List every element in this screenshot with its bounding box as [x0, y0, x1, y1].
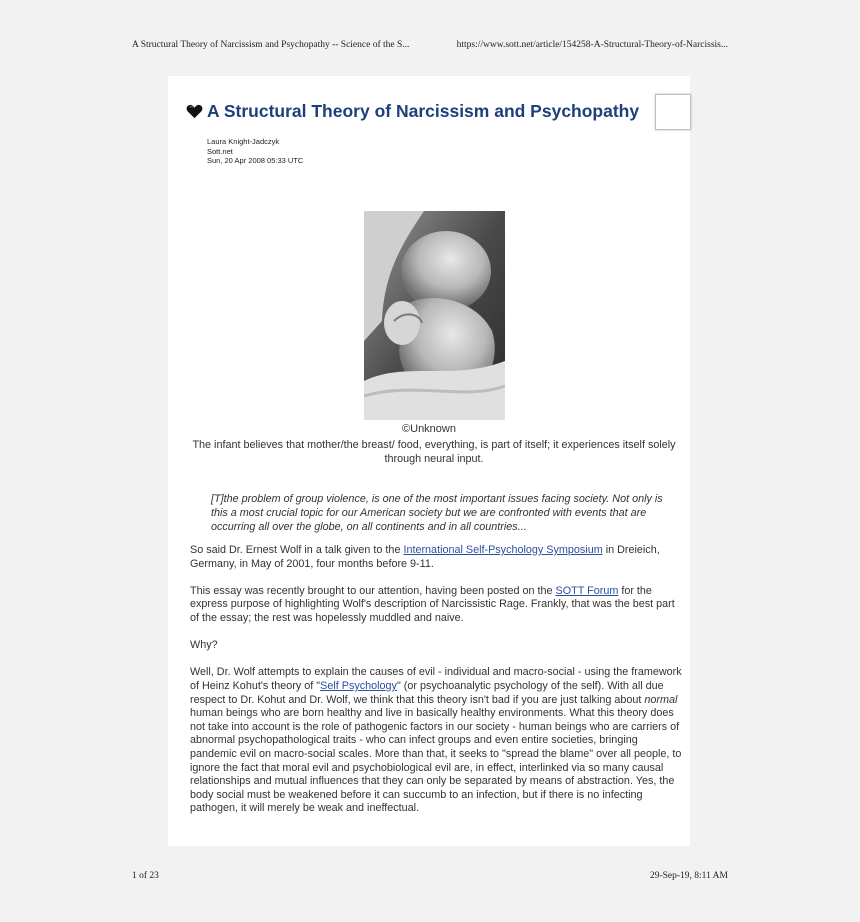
infant-photo-image: [364, 211, 505, 420]
print-footer: [132, 871, 728, 881]
link-self-psychology-symposium[interactable]: International Self-Psychology Symposium: [403, 544, 603, 556]
paragraph-2: This essay was recently brought to our attention, having been posted on the SOTT Forum for the express purpose of highlighting Wolf's description of Narcissistic Rage. Frankly, that was the best part of the essay; the rest was hopelessly muddled and naive.: [190, 584, 675, 624]
heart-icon: [186, 104, 203, 119]
corner-box: [655, 94, 691, 130]
image-credit: ©Unknown: [402, 423, 456, 435]
article-date: Sun, 20 Apr 2008 05:33 UTC: [207, 156, 304, 165]
paragraph-1: So said Dr. Ernest Wolf in a talk given to the International Self-Psychology Symposium in Dreieich, Germany, in May of 2001, four months before 9-11.: [190, 544, 660, 570]
image-caption: The infant believes that mother/the breast/ food, everything, is part of itself; it experiences itself solely through neural input.: [192, 439, 676, 465]
article-title: A Structural Theory of Narcissism and Psychopathy: [207, 101, 640, 121]
page-number: 1 of 23: [132, 871, 159, 881]
article-photo: [364, 211, 505, 420]
print-timestamp: 29-Sep-19, 8:11 AM: [649, 871, 728, 881]
article-meta: [207, 137, 303, 166]
article-author: Laura Knight-Jadczyk: [207, 137, 280, 146]
link-self-psychology[interactable]: Self Psychology: [320, 679, 397, 692]
print-header: [132, 40, 728, 50]
paragraph-4: Well, Dr. Wolf attempts to explain the causes of evil - individual and macro-social - using the framework of Heinz Kohut's theory of "Self Psychology" (or psychoanalytic psychology of the self). With all due respect to Dr. Kohut and Dr. Wolf, we think that this theory isn't bad if you are just talking about normal human beings who are born healthy and live in basically healthy environments. What this theory does not take into account is the role of pathogenic factors in our society - human beings who are carriers of abnormal psychopathological traits - who can infect groups and even entire societies, bringing pandemic evil on macro-social scales. More than that, it seeks to "spread the blame" over all people, to ignore the fact that moral evil and psychobiological evil are, in effect, interlinked via so many causal relationships and mutual influences that they can only be separated by means of abstraction. Yes, the body social must be weakened before it can succumb to an infection, but if there is no infecting pathogen, it will merely be weak and ineffectual.: [190, 666, 682, 815]
paragraph-3: Why?: [190, 639, 218, 652]
article-body: [190, 544, 682, 829]
article-source: Sott.net: [207, 146, 233, 156]
block-quote: [T]the problem of group violence, is one of the most important issues facing society. Not only is this a most crucial topic for our American society but we are confronted with events that are occurring all over the globe, on all continents and in all countries...: [211, 493, 663, 533]
print-header-url: https://www.sott.net/article/154258-A-Structural-Theory-of-Narcissis...: [456, 40, 728, 50]
link-sott-forum[interactable]: SOTT Forum: [555, 584, 619, 597]
print-header-title: A Structural Theory of Narcissism and Psychopathy -- Science of the S...: [132, 40, 410, 50]
article-title-row: [186, 101, 639, 122]
